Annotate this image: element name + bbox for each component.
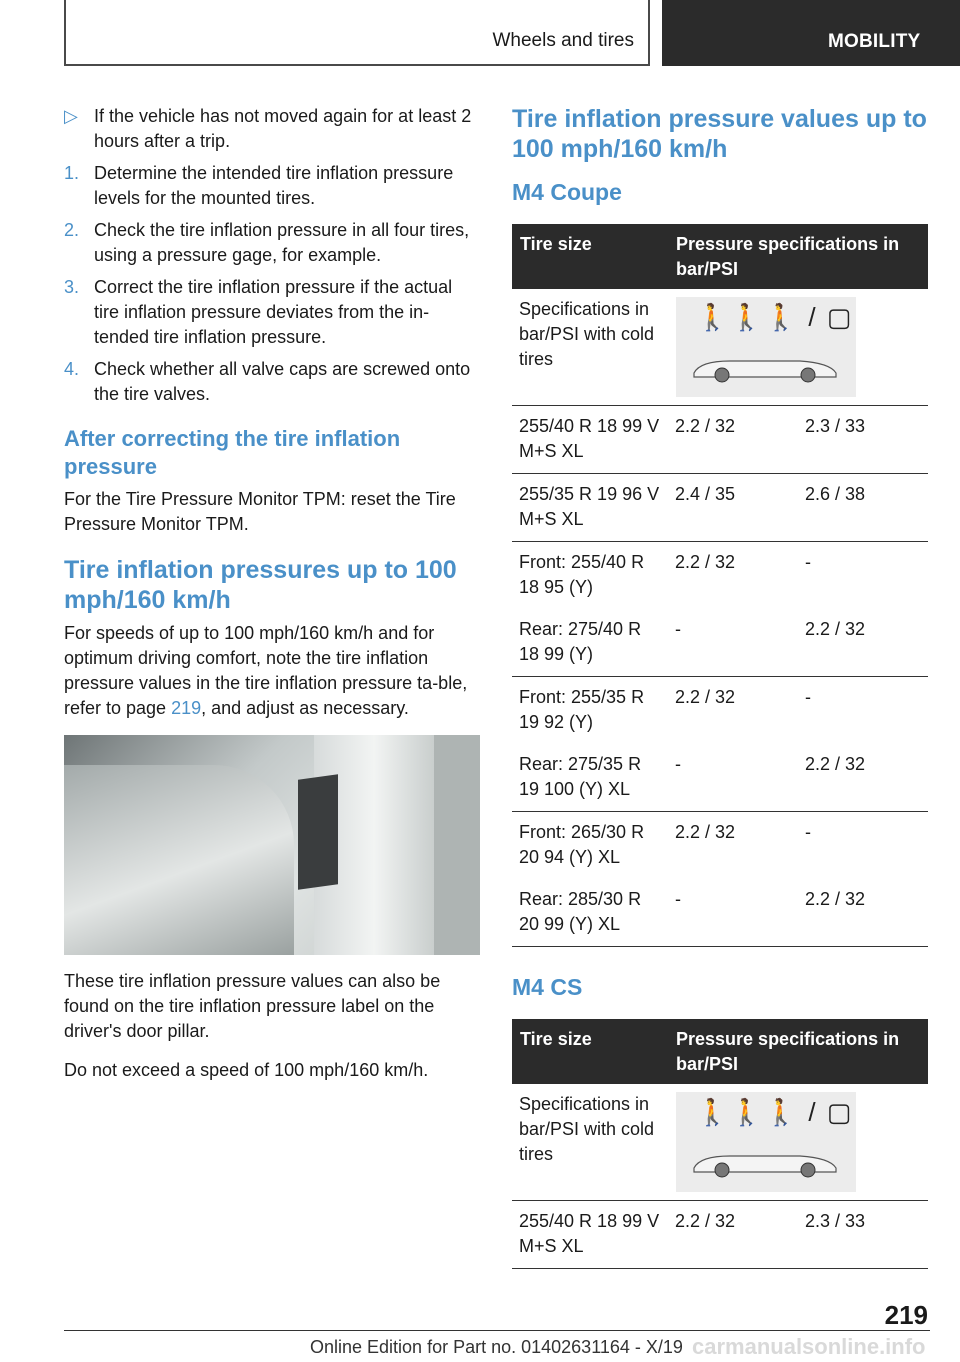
pressures-text-a: For speeds of up to 100 mph/160 km/h and for optimum driving comfort, note the tire inflation pressure values in the tire inflation pressure ta-ble, refer to page	[64, 623, 468, 718]
table-row	[512, 406, 928, 474]
cell-pressure-a: 2.2 / 32	[668, 406, 798, 474]
load-diagram	[676, 297, 856, 397]
right-column	[512, 104, 928, 1269]
heading-pressures-up-to: Tire inflation pressures up to 100 mph/160 km/h	[64, 556, 457, 614]
photo-caption: These tire inflation pressure values can also be found on the tire inflation pressure label on the driver's door pillar.	[64, 971, 441, 1041]
step-item	[64, 357, 480, 407]
door-pillar-photo	[64, 735, 480, 955]
coupe-heading: M4 Coupe	[512, 179, 622, 205]
step-text: Check whether all valve caps are screwed onto the tire valves.	[94, 359, 471, 404]
cell-tire-size: Front: 255/35 R 19 92 (Y)	[519, 687, 645, 732]
cell-tire-size: Front: 265/30 R 20 94 (Y) XL	[519, 822, 645, 867]
footer-rule	[64, 1330, 930, 1331]
cs-pressure-table	[512, 1019, 928, 1269]
step-item	[64, 161, 480, 211]
edition-text: Online Edition for Part no. 01402631164 - X/19	[310, 1337, 683, 1357]
spec-row	[512, 289, 928, 406]
cell-pressure-a: 2.2 / 32	[668, 1201, 798, 1269]
coupe-table-body	[512, 289, 928, 947]
pressures-text	[64, 621, 480, 721]
chapter-tab	[662, 0, 960, 66]
watermark-text: carmanualsonline.info	[692, 1334, 926, 1359]
cell-pressure-b: -	[804, 822, 811, 842]
spec-row	[512, 1084, 928, 1201]
header-pressure-spec: Pressure specifications in bar/PSI	[668, 1019, 928, 1084]
pressure-label-sticker	[298, 774, 338, 890]
after-correcting-text: For the Tire Pressure Monitor TPM: reset the Tire Pressure Monitor TPM.	[64, 489, 456, 534]
bullet-text: If the vehicle has not moved again for at least 2 hours after a trip.	[94, 106, 472, 151]
table-row	[512, 744, 928, 812]
cell-tire-size: Rear: 285/30 R 20 99 (Y) XL	[512, 879, 668, 947]
table-header-row	[512, 224, 928, 289]
triangle-bullet-icon: ▷	[64, 106, 78, 126]
cell-pressure-b: 2.2 / 32	[798, 609, 928, 677]
table-header-row	[512, 1019, 928, 1084]
cell-tire-size: 255/40 R 18 99 V M+S XL	[512, 1201, 668, 1269]
cell-pressure-a: 2.4 / 35	[668, 474, 798, 542]
table-row	[512, 1201, 928, 1269]
cell-tire-size: Rear: 275/35 R 19 100 (Y) XL	[512, 744, 668, 812]
section-title: Wheels and tires	[492, 30, 634, 51]
table-row	[512, 609, 928, 677]
spec-label: Specifications in bar/PSI with cold tires	[512, 289, 668, 406]
load-diagram	[676, 1092, 856, 1192]
cs-heading: M4 CS	[512, 974, 583, 1000]
cs-table-body	[512, 1084, 928, 1269]
cell-tire-size: Rear: 275/40 R 18 99 (Y)	[512, 609, 668, 677]
header-tire-size: Tire size	[512, 224, 668, 289]
cell-tire-size: 255/35 R 19 96 V M+S XL	[512, 474, 668, 542]
header-section-box	[64, 0, 650, 66]
load-diagram-cell	[668, 1084, 928, 1201]
table-row	[512, 879, 928, 947]
door-edge-shape	[434, 735, 480, 955]
table-row	[512, 677, 928, 745]
page-number: 219	[884, 1300, 928, 1330]
cell-pressure-b: 2.2 / 32	[798, 744, 928, 812]
occupants-luggage-icon: 🚶🚶🚶 / ▢	[696, 302, 854, 332]
cell-pressure-b: 2.2 / 32	[798, 879, 928, 947]
step-text: Correct the tire inflation pressure if the actual tire inflation pressure deviates from the in-tended tire inflation pressure.	[94, 277, 453, 347]
cell-pressure-a: -	[668, 879, 798, 947]
cell-pressure-b: -	[804, 552, 811, 572]
heading-after-correcting: After correcting the tire inflation pressure	[64, 426, 401, 479]
occupants-luggage-icon: 🚶🚶🚶 / ▢	[696, 1097, 854, 1127]
table-row	[512, 474, 928, 542]
cell-tire-size: Front: 255/40 R 18 95 (Y)	[519, 552, 645, 597]
load-diagram-cell	[668, 289, 928, 406]
header-pressure-spec: Pressure specifications in bar/PSI	[668, 224, 928, 289]
step-text: Check the tire inflation pressure in all four tires, using a pressure gage, for example.	[94, 220, 470, 265]
cell-pressure-a: 2.2 / 32	[675, 822, 736, 842]
cell-pressure-b: 2.3 / 33	[798, 1201, 928, 1269]
spec-label: Specifications in bar/PSI with cold tires	[512, 1084, 668, 1201]
step-number: 1.	[64, 163, 80, 183]
cell-pressure-b: 2.6 / 38	[798, 474, 928, 542]
cell-pressure-a: 2.2 / 32	[675, 552, 736, 572]
step-item	[64, 275, 480, 350]
pressures-text-b: , and adjust as necessary.	[201, 698, 409, 718]
bullet-item	[64, 104, 480, 154]
chapter-title: MOBILITY	[828, 31, 921, 52]
header-tire-size: Tire size	[512, 1019, 668, 1084]
coupe-pressure-table	[512, 224, 928, 947]
car-side-icon	[690, 353, 840, 383]
car-side-icon	[690, 1148, 840, 1178]
step-number: 4.	[64, 359, 80, 379]
seat-shape	[64, 765, 294, 955]
cell-pressure-b: -	[804, 687, 811, 707]
table-row	[512, 812, 928, 880]
speed-limit-text: Do not exceed a speed of 100 mph/160 km/h.	[64, 1060, 429, 1080]
step-text: Determine the intended tire inflation pressure levels for the mounted tires.	[94, 163, 454, 208]
cell-pressure-b: 2.3 / 33	[798, 406, 928, 474]
cell-pressure-a: -	[668, 609, 798, 677]
step-number: 2.	[64, 220, 80, 240]
cell-pressure-a: 2.2 / 32	[675, 687, 736, 707]
step-item	[64, 218, 480, 268]
cell-tire-size: 255/40 R 18 99 V M+S XL	[512, 406, 668, 474]
page-link[interactable]: 219	[171, 698, 202, 718]
cell-pressure-a: -	[668, 744, 798, 812]
step-number: 3.	[64, 277, 80, 297]
right-title: Tire inflation pressure values up to 100 mph/160 km/h	[512, 105, 927, 163]
left-column	[64, 104, 480, 1091]
table-row	[512, 542, 928, 610]
